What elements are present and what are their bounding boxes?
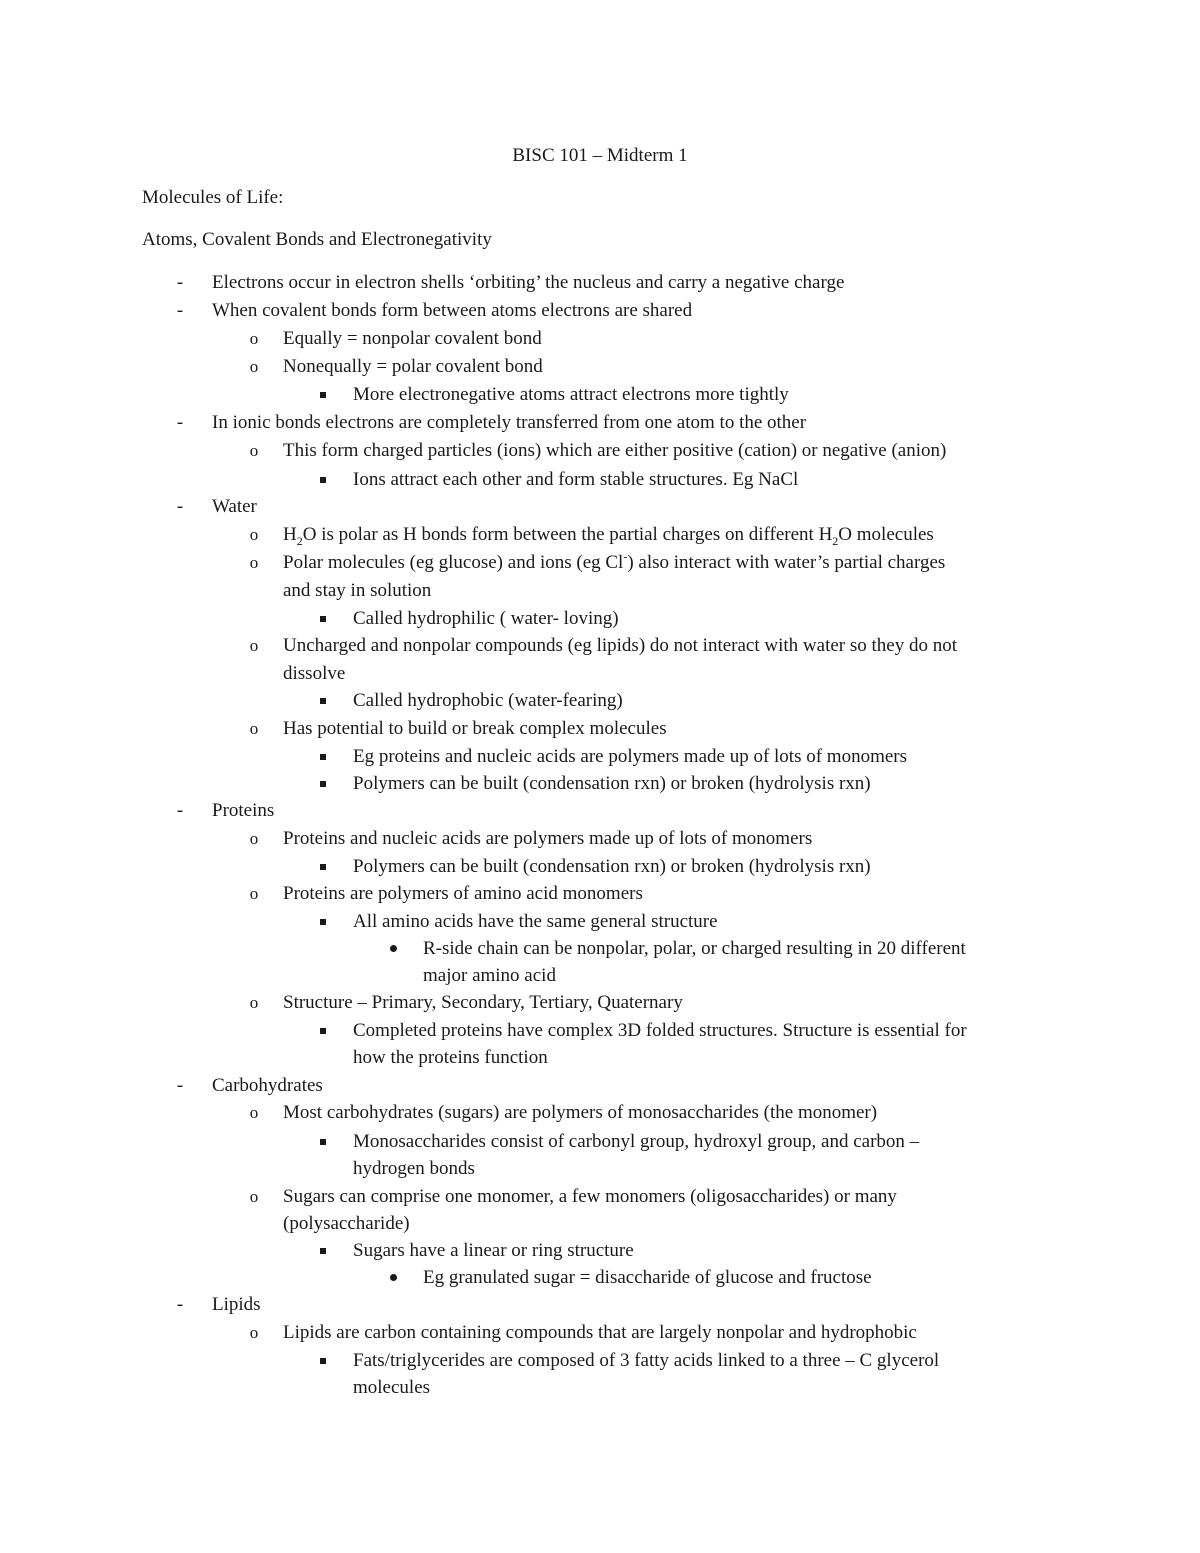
dash-bullet: - <box>176 412 184 433</box>
circle-bullet: o <box>249 441 259 460</box>
superscript: - <box>623 549 628 564</box>
section-heading: Molecules of Life: <box>142 187 284 208</box>
square-bullet-icon <box>318 466 328 493</box>
circle-bullet: o <box>249 993 259 1012</box>
circle-bullet: o <box>249 636 259 655</box>
square-bullet-icon <box>318 1347 328 1374</box>
dash-bullet: - <box>176 1294 184 1315</box>
circle-bullet: o <box>249 553 259 572</box>
list-item: Completed proteins have complex 3D folded structures. Structure is essential for <box>353 1020 967 1041</box>
square-bullet-icon <box>318 605 328 632</box>
dash-bullet: - <box>176 496 184 517</box>
dash-bullet: - <box>176 1075 184 1096</box>
text-segment: Polar molecules (eg glucose) and ions (eg Cl <box>283 552 624 573</box>
square-bullet-icon <box>318 853 328 880</box>
list-item: More electronegative atoms attract electrons more tightly <box>353 384 789 405</box>
square-bullet-icon <box>318 908 328 935</box>
list-item: Fats/triglycerides are composed of 3 fatty acids linked to a three – C glycerol <box>353 1350 940 1371</box>
list-item-heading: Proteins <box>212 800 275 821</box>
text-segment: O is polar as H bonds form between the partial charges on different H <box>302 524 833 545</box>
list-item-heading: Lipids <box>212 1294 261 1315</box>
list-item: Polymers can be built (condensation rxn) or broken (hydrolysis rxn) <box>353 856 871 877</box>
circle-bullet: o <box>249 357 259 376</box>
list-item <box>283 521 934 548</box>
list-item: Called hydrophilic ( water- loving) <box>353 608 619 629</box>
list-item: Polymers can be built (condensation rxn) or broken (hydrolysis rxn) <box>353 773 871 794</box>
list-item: This form charged particles (ions) which are either positive (cation) or negative (anion) <box>283 440 947 461</box>
circle-bullet: o <box>249 1187 259 1206</box>
circle-bullet: o <box>249 1323 259 1342</box>
list-item: Most carbohydrates (sugars) are polymers of monosaccharides (the monomer) <box>283 1102 878 1123</box>
list-item: Called hydrophobic (water-fearing) <box>353 690 623 711</box>
subscript: 2 <box>832 533 839 548</box>
list-item: Has potential to build or break complex molecules <box>283 718 667 739</box>
square-bullet-icon <box>318 687 328 714</box>
subheading: Atoms, Covalent Bonds and Electronegativity <box>142 229 492 250</box>
list-item: Eg granulated sugar = disaccharide of glucose and fructose <box>423 1267 872 1288</box>
list-item: Uncharged and nonpolar compounds (eg lipids) do not interact with water so they do not <box>283 635 957 656</box>
list-item-continuation: (polysaccharide) <box>283 1213 410 1234</box>
list-item: Sugars have a linear or ring structure <box>353 1240 634 1261</box>
round-bullet-icon <box>388 1264 398 1291</box>
document-title: BISC 101 – Midterm 1 <box>512 145 688 166</box>
list-item: Proteins and nucleic acids are polymers made up of lots of monomers <box>283 828 813 849</box>
list-item: Sugars can comprise one monomer, a few monomers (oligosaccharides) or many <box>283 1186 897 1207</box>
list-item <box>283 549 945 576</box>
text-segment: O molecules <box>838 524 934 545</box>
list-item: Equally = nonpolar covalent bond <box>283 328 542 349</box>
text-segment: ) also interact with water’s partial charges <box>627 552 946 573</box>
list-item: When covalent bonds form between atoms electrons are shared <box>212 300 693 321</box>
list-item-continuation: how the proteins function <box>353 1047 548 1068</box>
subscript: 2 <box>296 533 303 548</box>
list-item: Nonequally = polar covalent bond <box>283 356 543 377</box>
list-item-continuation: major amino acid <box>423 965 556 986</box>
list-item-continuation: dissolve <box>283 663 346 684</box>
circle-bullet: o <box>249 829 259 848</box>
square-bullet-icon <box>318 381 328 408</box>
square-bullet-icon <box>318 1128 328 1155</box>
round-bullet-icon <box>388 935 398 962</box>
list-item: R-side chain can be nonpolar, polar, or charged resulting in 20 different <box>423 938 966 959</box>
circle-bullet: o <box>249 719 259 738</box>
list-item-continuation: and stay in solution <box>283 580 432 601</box>
circle-bullet: o <box>249 884 259 903</box>
list-item: Ions attract each other and form stable structures. Eg NaCl <box>353 469 799 490</box>
dash-bullet: - <box>176 800 184 821</box>
dash-bullet: - <box>176 272 184 293</box>
square-bullet-icon <box>318 770 328 797</box>
list-item-heading: Carbohydrates <box>212 1075 323 1096</box>
list-item-heading: Water <box>212 496 257 517</box>
square-bullet-icon <box>318 1017 328 1044</box>
list-item: In ionic bonds electrons are completely transferred from one atom to the other <box>212 412 807 433</box>
list-item: Structure – Primary, Secondary, Tertiary, Quaternary <box>283 992 683 1013</box>
list-item-continuation: molecules <box>353 1377 431 1398</box>
list-item: Lipids are carbon containing compounds that are largely nonpolar and hydrophobic <box>283 1322 917 1343</box>
square-bullet-icon <box>318 1237 328 1264</box>
circle-bullet: o <box>249 525 259 544</box>
list-item: Proteins are polymers of amino acid monomers <box>283 883 643 904</box>
list-item-continuation: hydrogen bonds <box>353 1158 475 1179</box>
circle-bullet: o <box>249 329 259 348</box>
list-item: All amino acids have the same general structure <box>353 911 718 932</box>
dash-bullet: - <box>176 300 184 321</box>
text-segment: H <box>283 524 297 545</box>
list-item: Electrons occur in electron shells ‘orbiting’ the nucleus and carry a negative charge <box>212 272 845 293</box>
list-item: Monosaccharides consist of carbonyl group, hydroxyl group, and carbon – <box>353 1131 920 1152</box>
square-bullet-icon <box>318 743 328 770</box>
circle-bullet: o <box>249 1103 259 1122</box>
list-item: Eg proteins and nucleic acids are polymers made up of lots of monomers <box>353 746 908 767</box>
